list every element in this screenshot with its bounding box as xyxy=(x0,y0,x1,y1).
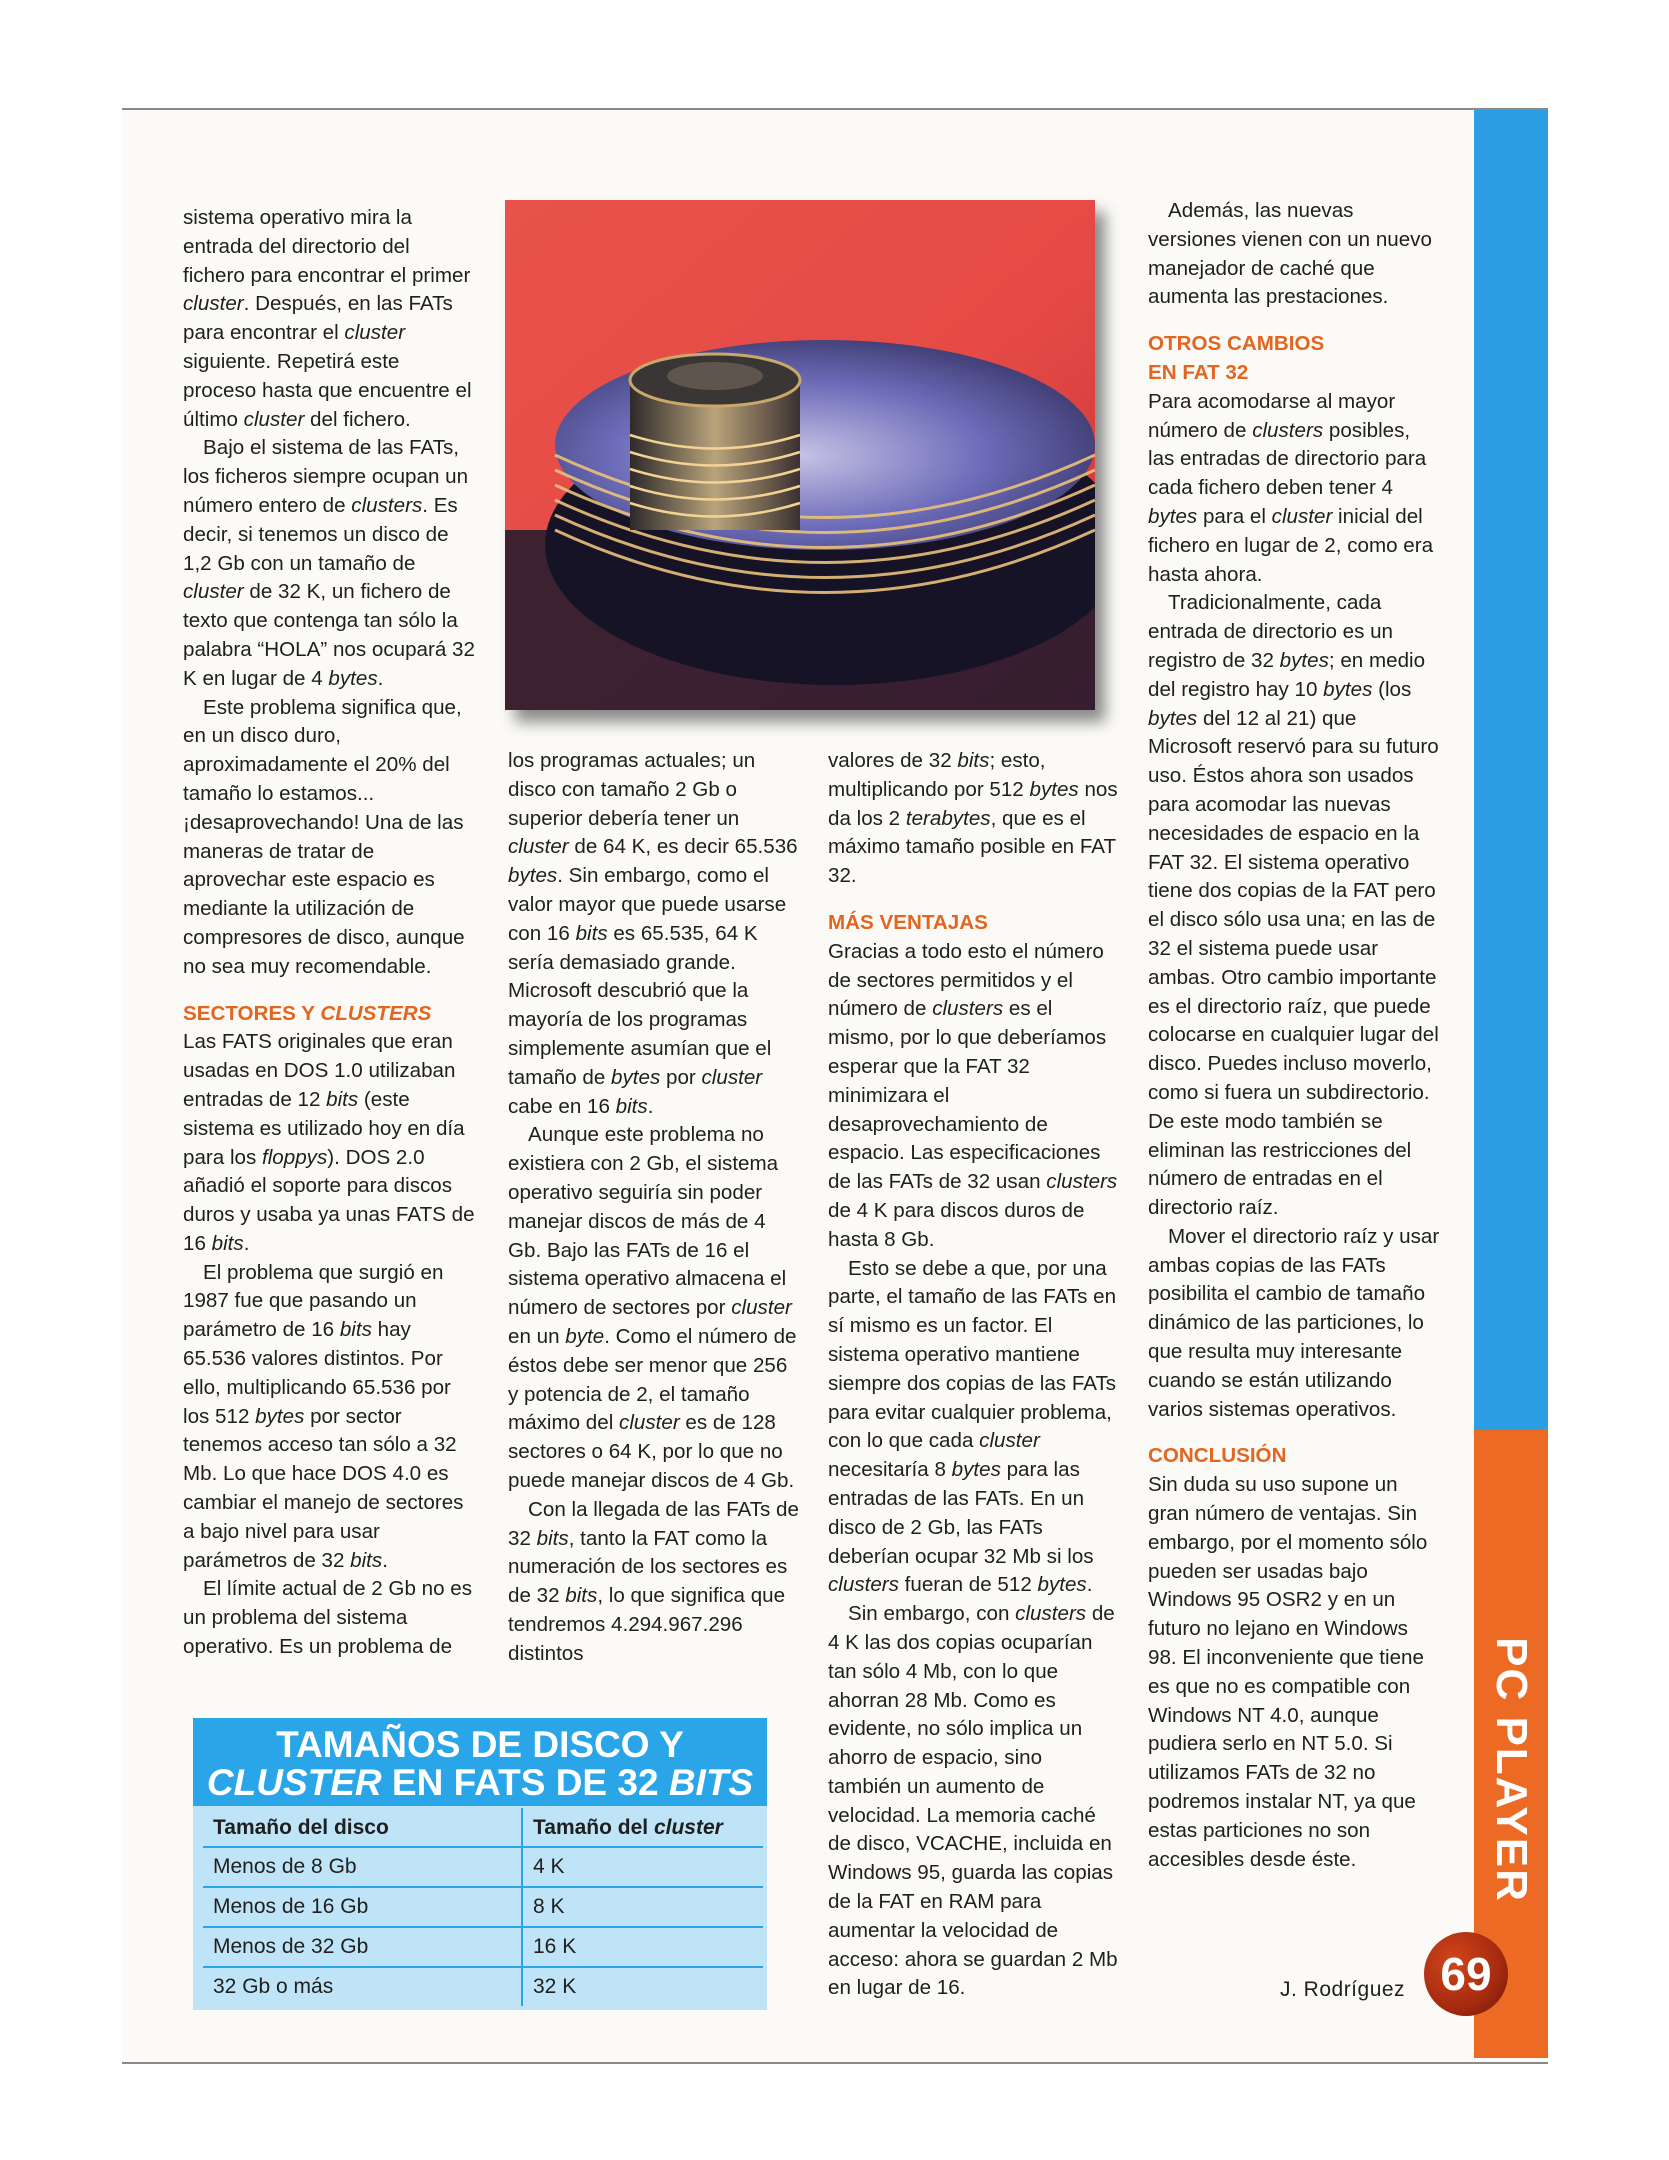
cell-disk-size: 32 Gb o más xyxy=(203,1967,522,2006)
paragraph: El problema que surgió en 1987 fue que pasando un parámetro de 16 bits hay 65.536 valores distintos. Por ello, multiplicando 65.536 por los 512 bytes por sector tenemos acceso tan sólo a 32 Mb. Lo que hace DOS 4.0 es cambiar el manejo de sectores a bajo nivel para usar parámetros de 32 bits. xyxy=(183,1260,464,1572)
paragraph: los programas actuales; un disco con tamaño 2 Gb o superior debería tener un cluster de 64 K, es decir 65.536 bytes. Sin embargo, como el valor mayor que puede usarse con 16 bits es 65.535, 64 K sería demasiado grande. Microsoft descubrió que la mayoría de los programas simplemente asumían que el tamaño de bytes por cluster cabe en 16 bits. xyxy=(508,749,798,1118)
header-cluster-size: Tamaño del cluster xyxy=(522,1808,763,1847)
text-column-4 xyxy=(1148,197,1440,1874)
page-number: 69 xyxy=(1424,1932,1508,2016)
table-title xyxy=(193,1718,767,1806)
cell-cluster-size: 32 K xyxy=(533,1975,577,1998)
paragraph: Bajo el sistema de las FATs, los ficheros siempre ocupan un número entero de clusters. Es decir, si tenemos un disco de 1,2 Gb con un tamaño de cluster de 32 K, un fichero de texto que contenga tan sólo la palabra “HOLA” nos ocupará 32 K en lugar de 4 bytes. xyxy=(183,436,475,690)
table-title-line-1: TAMAÑOS DE DISCO Y xyxy=(276,1724,684,1765)
sidebar-blue-band xyxy=(1474,110,1548,1430)
disk-cluster-table xyxy=(203,1808,763,2006)
paragraph: sistema operativo mira la entrada del directorio del fichero para encontrar el primer cluster. Después, en las FATs para encontrar el cluster siguiente. Repetirá este proceso hasta que encuentre el último cluster del fichero. xyxy=(183,206,472,431)
paragraph: Las FATS originales que eran usadas en DOS 1.0 utilizaban entradas de 12 bits (este sistema es utilizado hoy en día para los floppys). DOS 2.0 añadió el soporte para discos duros y usaba ya unas FATS de 16 bits. xyxy=(183,1030,475,1255)
paragraph: Gracias a todo esto el número de sectores permitidos y el número de clusters es el mismo, por lo que deberíamos esperar que la FAT 32 minimizara el desaprovechamiento de espacio. Las especificaciones de las FATs de 32 usan clusters de 4 K para discos duros de hasta 8 Gb. xyxy=(828,939,1118,1251)
paragraph: valores de 32 bits; esto, multiplicando por 512 bytes nos da los 2 terabytes, que es el máximo tamaño posible en FAT 32. xyxy=(828,749,1118,888)
paragraph: Mover el directorio raíz y usar ambas copias de las FATs posibilita el cambio de tamaño dinámico de las particiones, lo que resulta muy interesante cuando se están utilizando varios sistemas operativos. xyxy=(1148,1224,1440,1421)
text-column-1 xyxy=(183,204,475,1662)
paragraph: Aunque este problema no existiera con 2 Gb, el sistema operativo seguiría sin poder manejar discos de más de 4 Gb. Bajo las FATs de 16 el sistema operativo almacena el número de sectores por cluster en un byte. Como el número de éstos debe ser menor que 256 y potencia de 2, el tamaño máximo del cluster es de 128 sectores o 64 K, por lo que no puede manejar discos de 4 Gb. xyxy=(508,1123,797,1492)
section-heading: MÁS VENTAJAS xyxy=(828,910,988,934)
section-heading: CONCLUSIÓN xyxy=(1148,1444,1287,1468)
paragraph: Además, las nuevas versiones vienen con un nuevo manejador de caché que aumenta las prestaciones. xyxy=(1148,199,1432,309)
header-disk-size: Tamaño del disco xyxy=(203,1808,522,1847)
paragraph: Con la llegada de las FATs de 32 bits, tanto la FAT como la numeración de los sectores es de 32 bits, lo que significa que tendremos 4.294.967.296 distintos xyxy=(508,1497,799,1665)
paragraph: Tradicionalmente, cada entrada de directorio es un registro de 32 bytes; en medio del registro hay 10 bytes (los bytes del 12 al 21) que Microsoft reservó para su futuro uso. Éstos ahora son usados para acomodar las nuevas necesidades de espacio en la FAT 32. El sistema operativo tiene dos copias de la FAT pero el disco sólo usa una; en las de 32 el sistema puede usar ambas. Otro cambio importante es el directorio raíz, que puede colocarse en cualquier lugar del disco. Puedes incluso moverlo, como si fuera un subdirectorio. De este modo también se eliminan las restricciones del número de entradas en el directorio raíz. xyxy=(1148,591,1439,1220)
author-byline: J. Rodríguez xyxy=(1280,1978,1406,2001)
paragraph: Sin duda su uso supone un gran número de ventajas. Sin embargo, por el momento sólo pueden ser usadas bajo Windows 95 OSR2 y en un futuro no lejano en Windows 98. El inconveniente que tiene es que no es compatible con Windows NT 4.0, aunque pudiera serlo en NT 5.0. Si utilizamos FATs de 32 no podremos instalar NT, ya que estas particiones no son accesibles desde éste. xyxy=(1148,1473,1428,1871)
hard-disk-photo xyxy=(505,200,1095,710)
paragraph: Este problema significa que, en un disco duro, aproximadamente el 20% del tamaño lo estamos... ¡desaprovechando! Una de las maneras de tratar de aprovechar este espacio es mediante la utilización de compresores de disco, aunque no sea muy recomendable. xyxy=(183,695,465,978)
table-title-bits: BITS xyxy=(668,1762,754,1803)
table-title-italic: CLUSTER xyxy=(206,1762,382,1803)
table-row xyxy=(203,1927,763,1967)
text-column-2 xyxy=(508,747,800,1669)
paragraph: Para acomodarse al mayor número de clusters posibles, las entradas de directorio para cada fichero deben tener 4 bytes para el cluster inicial del fichero en lugar de 2, como era hasta ahora. xyxy=(1148,389,1434,586)
paragraph: Esto se debe a que, por una parte, el tamaño de las FATs en sí mismo es un factor. El sistema operativo mantiene siempre dos copias de las FATs para evitar cualquier problema, con lo que cada cluster necesitaría 8 bytes para las entradas de las FATs. En un disco de 2 Gb, las FATs deberían ocupar 32 Mb si los clusters fueran de 512 bytes. xyxy=(828,1256,1117,1597)
cell-disk-size: Menos de 16 Gb xyxy=(203,1887,522,1927)
hard-disk-platters-icon xyxy=(505,200,1095,710)
cell-disk-size: Menos de 32 Gb xyxy=(203,1927,522,1967)
cell-disk-size: Menos de 8 Gb xyxy=(203,1847,522,1887)
section-label: PC PLAYER xyxy=(1487,1637,1536,1903)
section-heading: SECTORES Y CLUSTERS xyxy=(183,1001,432,1025)
paragraph: El límite actual de 2 Gb no es un problema del sistema operativo. Es un problema de xyxy=(183,1577,473,1659)
cell-cluster-size: 8 K xyxy=(522,1887,763,1927)
section-heading: OTROS CAMBIOS EN FAT 32 xyxy=(1148,332,1325,384)
table-title-rest: EN FATS DE 32 xyxy=(381,1762,669,1803)
table-row xyxy=(203,1967,763,2006)
table-row xyxy=(203,1847,763,1887)
cell-cluster-size: 16 K xyxy=(522,1927,763,1967)
table-row xyxy=(203,1887,763,1927)
text-column-3 xyxy=(828,747,1120,2003)
cell-cluster-size: 4 K xyxy=(522,1847,763,1887)
disk-cluster-table-box xyxy=(193,1718,767,2010)
paragraph: Sin embargo, con clusters de 4 K las dos copias ocuparían tan sólo 4 Mb, con lo que ahorran 28 Mb. Como es evidente, no sólo implica un ahorro de espacio, sino también un aumento de velocidad. La memoria caché de disco, VCACHE, incluida en Windows 95, guarda las copias de la FAT en RAM para aumentar la velocidad de acceso: ahora se guardan 2 Mb en lugar de 16. xyxy=(828,1602,1118,2000)
